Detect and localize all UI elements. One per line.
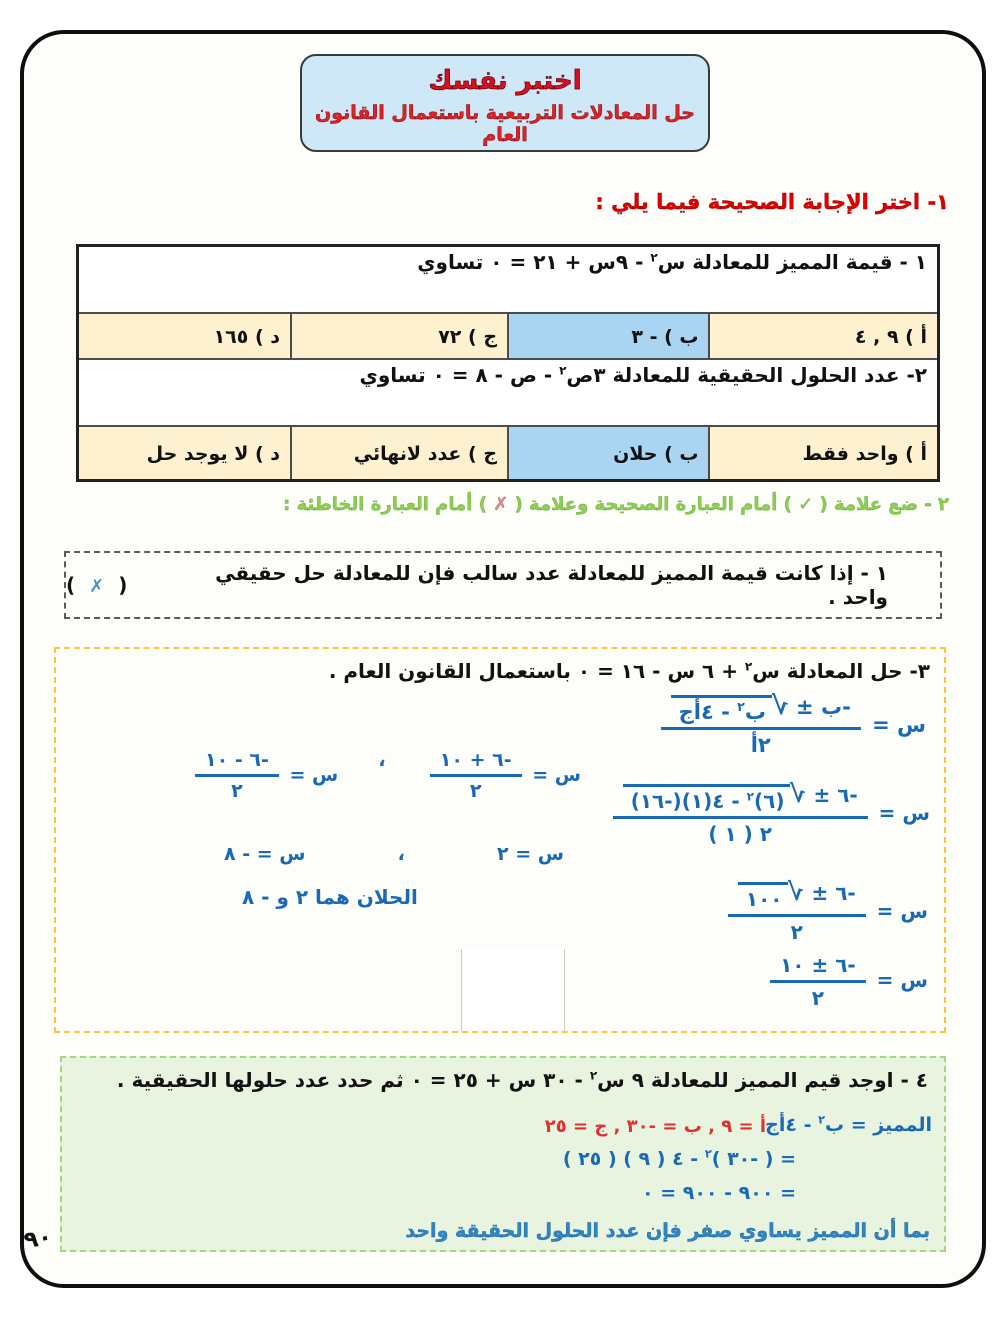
question2-pre: ٢- عدد الحلول الحقيقية للمعادلة ٣ص [566,363,927,387]
statement-box [64,551,942,619]
question1-post: - ٩س + ٢١ = ٠ تساوي [417,250,651,274]
mcq-table [76,244,940,482]
question4-box [60,1056,946,1252]
formula-num-pre: -ب ± [788,695,851,719]
q2-option-b-selected[interactable]: ب ) حلان [508,426,709,481]
white-patch [461,949,565,1031]
q1-option-c[interactable]: ج ) ٧٢ [291,313,508,359]
q1-option-b-selected[interactable]: ب ) - ٣ [508,313,709,359]
radical-sign-icon: √ [790,780,807,808]
coefficients: أ = ٩ , ب = -٣٠ , ج = ٢٥ [544,1116,766,1137]
section2-heading-pre: ٢ - ضع علامة ( [813,494,949,515]
radical: √ ١٠٠ [738,882,805,911]
q2-option-c[interactable]: ج ) عدد لانهائي [291,426,508,481]
quadratic-formula: س = -ب ± √ ب$^٢$ - ٤أج ٢أ [657,695,926,757]
solution-fraction-1: س = $\frac{-٦ + ١٠}{٢}$ [426,749,581,802]
question2-options-row [78,426,939,481]
substitution-line: = ( -٣٠ )$^٢$ - ٤ ( ٩ ) ( ٢٥ ) [562,1146,796,1170]
question2-sup: ٢ [559,363,567,378]
solution-x1: س = ٢ [497,843,564,865]
section2-heading-post: ) أمام العبارة الخاطئة : [283,494,494,515]
header-box [300,54,710,152]
paren-open: ( [118,573,142,597]
question2-post: - ص - ٨ = ٠ تساوي [359,363,560,387]
q2-option-a[interactable]: أ ) واحد فقط [709,426,938,481]
solutions-statement: الحلان هما ٢ و - ٨ [242,885,418,909]
solutions-row [224,843,564,865]
formula-lhs: س = [864,713,926,737]
question1-options-row [78,313,939,359]
question2-text [78,359,939,426]
radical-sign-icon: √ [771,691,789,720]
solution-x2: س = - ٨ [224,843,306,865]
solution-fraction-2: س = $\frac{-٦ - ١٠}{٢}$ [191,749,338,802]
pm-step: س = $\frac{-٦ \pm ١٠}{٢}$ [766,953,928,1010]
q3-title-sup: ٢ [744,659,753,674]
check-icon: ✓ [798,494,814,515]
result-line: = ٩٠٠ - ٩٠٠ = ٠ [641,1182,796,1204]
q1-option-d[interactable]: د ) ١٦٥ [78,313,292,359]
radical: √ (٦)$^٢$ - ٤(١)(-١٦) [623,784,807,813]
section2-heading [283,494,949,515]
q1-option-a[interactable]: أ ) ٩ , ٤ [709,313,938,359]
comma: ، [378,749,386,771]
section2-heading-mid: ) أمام العبارة الصحيحة وعلامة ( [508,494,799,515]
substitution-step: س = -٦ ± √ (٦)$^٢$ - ٤(١)(-١٦) ٢ ( ١ ) [609,783,930,846]
discriminant-formula: المميز = ب$^٢$ - ٤أج [765,1112,932,1136]
wrong-mark-icon: ✗ [89,576,119,597]
page-title: اختبر نفسك [428,66,582,96]
conclusion: بما أن المميز يساوي صفر فإن عدد الحلول الحقيقة واحد [405,1220,930,1242]
cross-icon: ✗ [493,494,509,515]
question1-row [78,246,939,314]
split-fractions [191,749,581,802]
question3-box [54,647,946,1033]
page-subtitle: حل المعادلات التربيعية باستعمال القانون العام [315,102,695,146]
q3-title-pre: ٣- حل المعادلة س [752,659,930,683]
section1-heading: ١- اختر الإجابة الصحيحة فيما يلي : [595,190,949,214]
question1-sup: ٢ [650,250,658,265]
comma: ، [397,843,405,865]
question2-row [78,359,939,426]
radical: √ ب$^٢$ - ٤أج [671,695,789,724]
page-number: ٩٠ [21,1223,55,1255]
paren-close: ) [66,573,90,597]
statement-text: ١ - إذا كانت قيمة المميز للمعادلة عدد سالب فإن للمعادلة حل حقيقي واحد . [215,561,888,609]
sqrt-step: س = -٦ ± √ ١٠٠ ٢ [724,881,928,944]
statement-answer[interactable] [66,573,141,597]
question1-pre: ١ - قيمة المميز للمعادلة س [657,250,927,274]
question4-title: ٤ - اوجد قيم المميز للمعادلة ٩ س$^٢$ - ٣٠ س + ٢٥ = ٠ ثم حدد عدد حلولها الحقيقية . [116,1068,928,1092]
q3-title-post: + ٦ س - ١٦ = ٠ باستعمال القانون العام . [328,659,745,683]
q2-option-d[interactable]: د ) لا يوجد حل [78,426,292,481]
question1-text [78,246,939,314]
question3-title [329,659,930,683]
radical-sign-icon: √ [788,878,805,906]
